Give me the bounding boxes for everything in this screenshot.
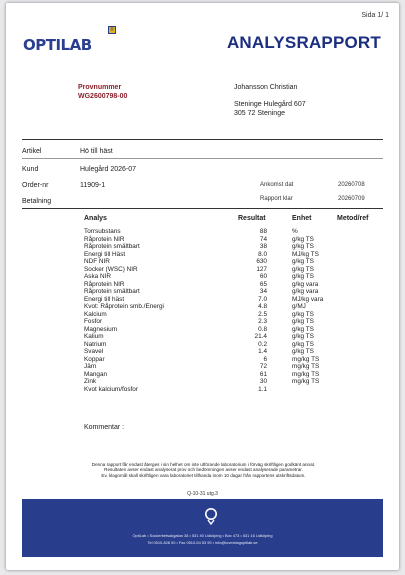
report-date-value: 20260709: [338, 196, 365, 202]
result-value: 630: [256, 258, 267, 265]
result-value: 74: [259, 235, 267, 243]
table-row: [6, 258, 399, 266]
unit-value: g/kg TS: [292, 325, 314, 333]
order-label: Order-nr: [22, 182, 49, 189]
result-value: 0.8: [258, 325, 267, 333]
table-row: [6, 371, 399, 379]
footer-band: [22, 499, 383, 557]
result-value: 8.0: [258, 250, 267, 258]
table-row: [6, 378, 399, 386]
analysis-name: Energi till häst: [84, 295, 125, 303]
unit-value: %: [292, 228, 298, 235]
result-value: 4.8: [258, 303, 267, 310]
result-value: 1.1: [258, 385, 267, 393]
unit-value: mg/kg TS: [292, 355, 320, 363]
unit-value: g/kg TS: [292, 235, 314, 243]
table-row: [6, 296, 399, 304]
result-value: 6: [263, 355, 267, 363]
optilab-logo: [23, 27, 114, 54]
logo-mark-icon: ®: [108, 26, 116, 34]
report-title: ANALYSRAPPORT: [226, 33, 381, 52]
table-row: [6, 288, 399, 296]
table-row: [6, 303, 399, 311]
result-value: 21.4: [254, 333, 267, 340]
result-value: 88: [259, 228, 267, 235]
result-value: 1.4: [258, 348, 267, 355]
table-row: [6, 236, 399, 244]
table-row: [6, 363, 399, 371]
customer-value: Hulegård 2026-07: [80, 166, 137, 173]
col-unit-header: Enhet: [292, 215, 312, 222]
unit-value: mg/kg TS: [292, 378, 320, 385]
payment-label: Betalning: [22, 198, 52, 205]
footer-address: OptiLab • Sockerbetsakgatan 38 • 531 40 Lidköping • Box 473 • 531 16 Lidköping: [132, 533, 273, 538]
address-name: Johansson Christian: [234, 84, 298, 91]
unit-value: g/kg TS: [292, 348, 314, 355]
table-row: [6, 341, 399, 349]
comment-label: Kommentar :: [84, 424, 125, 431]
analysis-name: Koppar: [84, 355, 105, 363]
table-row: [6, 266, 399, 274]
analysis-name: Kvot kalcium/fosfor: [84, 385, 138, 393]
table-row: [6, 228, 399, 236]
arrival-date-label: Ankomst dat: [260, 182, 294, 188]
footer-contact: Tel 0510-828 00 • Fax 0510-54 53 99 • info@lovmeiagoptilab.se: [147, 540, 258, 545]
col-result-header: Resultat: [238, 215, 266, 222]
article-value: Hö till häst: [80, 148, 113, 155]
result-value: 72: [259, 363, 267, 370]
sample-number-label: Provnummer: [78, 84, 122, 91]
address-street: Steninge Hulegård 607: [234, 101, 306, 108]
unit-value: g/kg vara: [292, 288, 319, 295]
table-row: [6, 311, 399, 319]
unit-value: mg/kg TS: [292, 363, 320, 370]
result-value: 2.5: [258, 310, 267, 318]
unit-value: g/kg TS: [292, 265, 314, 273]
analysis-name: Råprotein smältbart: [84, 243, 140, 250]
unit-value: g/kg TS: [292, 340, 314, 348]
arrival-date-value: 20260708: [338, 182, 365, 188]
unit-value: g/MJ: [292, 303, 306, 310]
analysis-name: Råprotein NIR: [84, 235, 125, 243]
result-value: 34: [259, 288, 267, 295]
disclaimer-line: Denna rapport får endast återges i sin helhet om inte utförande laboratorium i förväg skriftligen godkänt annat.: [91, 462, 316, 467]
unit-value: g/kg TS: [292, 273, 314, 280]
report-date-label: Rapport klar: [260, 196, 293, 202]
result-value: 65: [259, 280, 267, 288]
analysis-name: Socker (WSC) NIR: [84, 265, 138, 273]
table-row: [6, 251, 399, 259]
analysis-name: Energi till Häst: [84, 250, 126, 258]
table-row: [6, 356, 399, 364]
analysis-name: Kvot: Råprotein smb./Energi: [84, 303, 164, 310]
logo-text: OPTILAB: [23, 36, 92, 54]
table-row: [6, 348, 399, 356]
unit-value: g/kg TS: [292, 258, 314, 265]
analysis-name: Kalcium: [84, 310, 107, 318]
analysis-name: Järn: [84, 363, 97, 370]
optilab-emblem-icon: [204, 507, 218, 525]
page-number: Sida 1/ 1: [361, 12, 389, 19]
analysis-name: Råprotein NIR: [84, 280, 125, 288]
unit-value: g/kg vara: [292, 280, 319, 288]
table-row: [6, 326, 399, 334]
analysis-name: NDF NIR: [84, 258, 110, 265]
unit-value: g/kg TS: [292, 243, 314, 250]
results-table: [6, 228, 399, 393]
result-value: 60: [259, 273, 267, 280]
analysis-name: Svavel: [84, 348, 104, 355]
article-label: Artikel: [22, 148, 42, 155]
result-value: 30: [259, 378, 267, 385]
col-analysis-header: Analys: [84, 215, 107, 222]
result-value: 127: [256, 265, 267, 273]
table-row: [6, 273, 399, 281]
customer-label: Kund: [22, 166, 39, 173]
disclaimer: [66, 462, 341, 478]
table-row: [6, 243, 399, 251]
form-code: Q-10-31 utg.3: [187, 491, 218, 497]
analysis-name: Zink: [84, 378, 97, 385]
analysis-name: Natrium: [84, 340, 107, 348]
table-row: [6, 333, 399, 341]
analysis-name: Råprotein smältbart: [84, 288, 140, 295]
disclaimer-line: Resultaten avser endast analyserat prov och bedömningen avser endast analyserade parametrar.: [104, 467, 303, 473]
analysis-name: Aska NIR: [84, 273, 111, 280]
result-value: 2.3: [258, 318, 267, 325]
unit-value: g/kg TS: [292, 318, 314, 325]
result-value: 0.2: [258, 340, 267, 348]
order-value: 11909-1: [80, 182, 106, 189]
report-page: [6, 3, 399, 570]
result-value: 7.0: [258, 295, 267, 303]
table-row: [6, 318, 399, 326]
col-method-header: Metod/ref: [337, 215, 369, 222]
divider-info: [22, 208, 383, 209]
result-value: 38: [259, 243, 267, 250]
table-row: [6, 281, 399, 289]
disclaimer-line: Ev. klagomål skall skriftligen vara laboratoriet tillhanda inom 10 dagar från rapportens utskriftsdatum.: [101, 472, 306, 478]
result-value: 61: [259, 370, 267, 378]
address-city: 305 72 Steninge: [234, 110, 285, 117]
analysis-name: Fosfor: [84, 318, 103, 325]
unit-value: g/kg TS: [292, 310, 314, 318]
analysis-name: Torrsubstans: [84, 228, 121, 235]
unit-value: MJ/kg TS: [292, 250, 319, 258]
table-row: [6, 386, 399, 394]
unit-value: g/kg TS: [292, 333, 314, 340]
sample-number-value: WG2600798-00: [78, 93, 128, 100]
divider-article: [22, 158, 383, 159]
unit-value: MJ/kg vara: [292, 295, 324, 303]
analysis-name: Mangan: [84, 370, 108, 378]
divider-top: [22, 139, 383, 140]
analysis-name: Kalium: [84, 333, 104, 340]
unit-value: mg/kg TS: [292, 370, 320, 378]
analysis-name: Magnesium: [84, 325, 118, 333]
